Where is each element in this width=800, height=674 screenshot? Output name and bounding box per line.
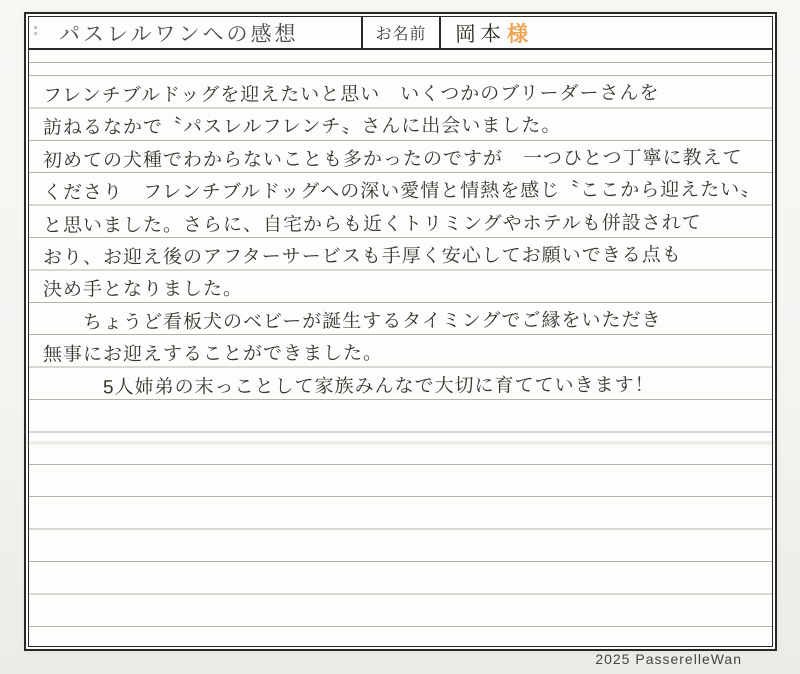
- form-title: パスレルワンへの感想: [59, 22, 299, 46]
- feedback-form-inner: [28, 16, 773, 647]
- note-line-5: と思いました。さらに、自宅からも近くトリミングやホテルも併設されて: [42, 212, 702, 237]
- name-field-value-cell: [441, 17, 772, 48]
- note-line-1: フレンチブルドッグを迎えたいと思い いくつかのブリーダーさんを: [42, 82, 660, 107]
- name-field-label: お名前: [361, 17, 441, 48]
- handwritten-note-area: [29, 50, 772, 646]
- note-line-10: 5人姉弟の末っことして家族みんなで大切に育てていきます！: [42, 374, 655, 399]
- note-line-8: ちょうど看板犬のベビーが誕生するタイミングでご縁をいただき: [42, 309, 662, 334]
- form-title-cell: [29, 17, 361, 48]
- note-line-3: 初めての犬種でわからないことも多かったのですが 一つひとつ丁寧に教えて: [42, 147, 743, 172]
- note-line-9: 無事にお迎えすることができました。: [42, 343, 384, 366]
- name-value-handwritten: 岡本: [454, 22, 506, 46]
- note-line-4: くださり フレンチブルドッグへの深い愛情と情熱を感じ〝ここから迎えたい〟: [42, 179, 761, 204]
- note-line-6: おり、お迎え後のアフターサービスも手厚く安心してお願いできる点も: [42, 244, 682, 269]
- note-line-7: 決め手となりました。: [42, 278, 244, 301]
- form-header-row: [29, 17, 772, 50]
- scan-artifact-mark: [34, 26, 37, 40]
- honorific-label: 様: [507, 22, 529, 46]
- note-line-2: 訪ねるなかで〝パスレルフレンチ〟さんに出会いました。: [42, 115, 562, 139]
- feedback-form: [24, 12, 777, 651]
- copyright-credit: 2025 PasserelleWan: [595, 651, 742, 667]
- paper-crease: [25, 440, 776, 446]
